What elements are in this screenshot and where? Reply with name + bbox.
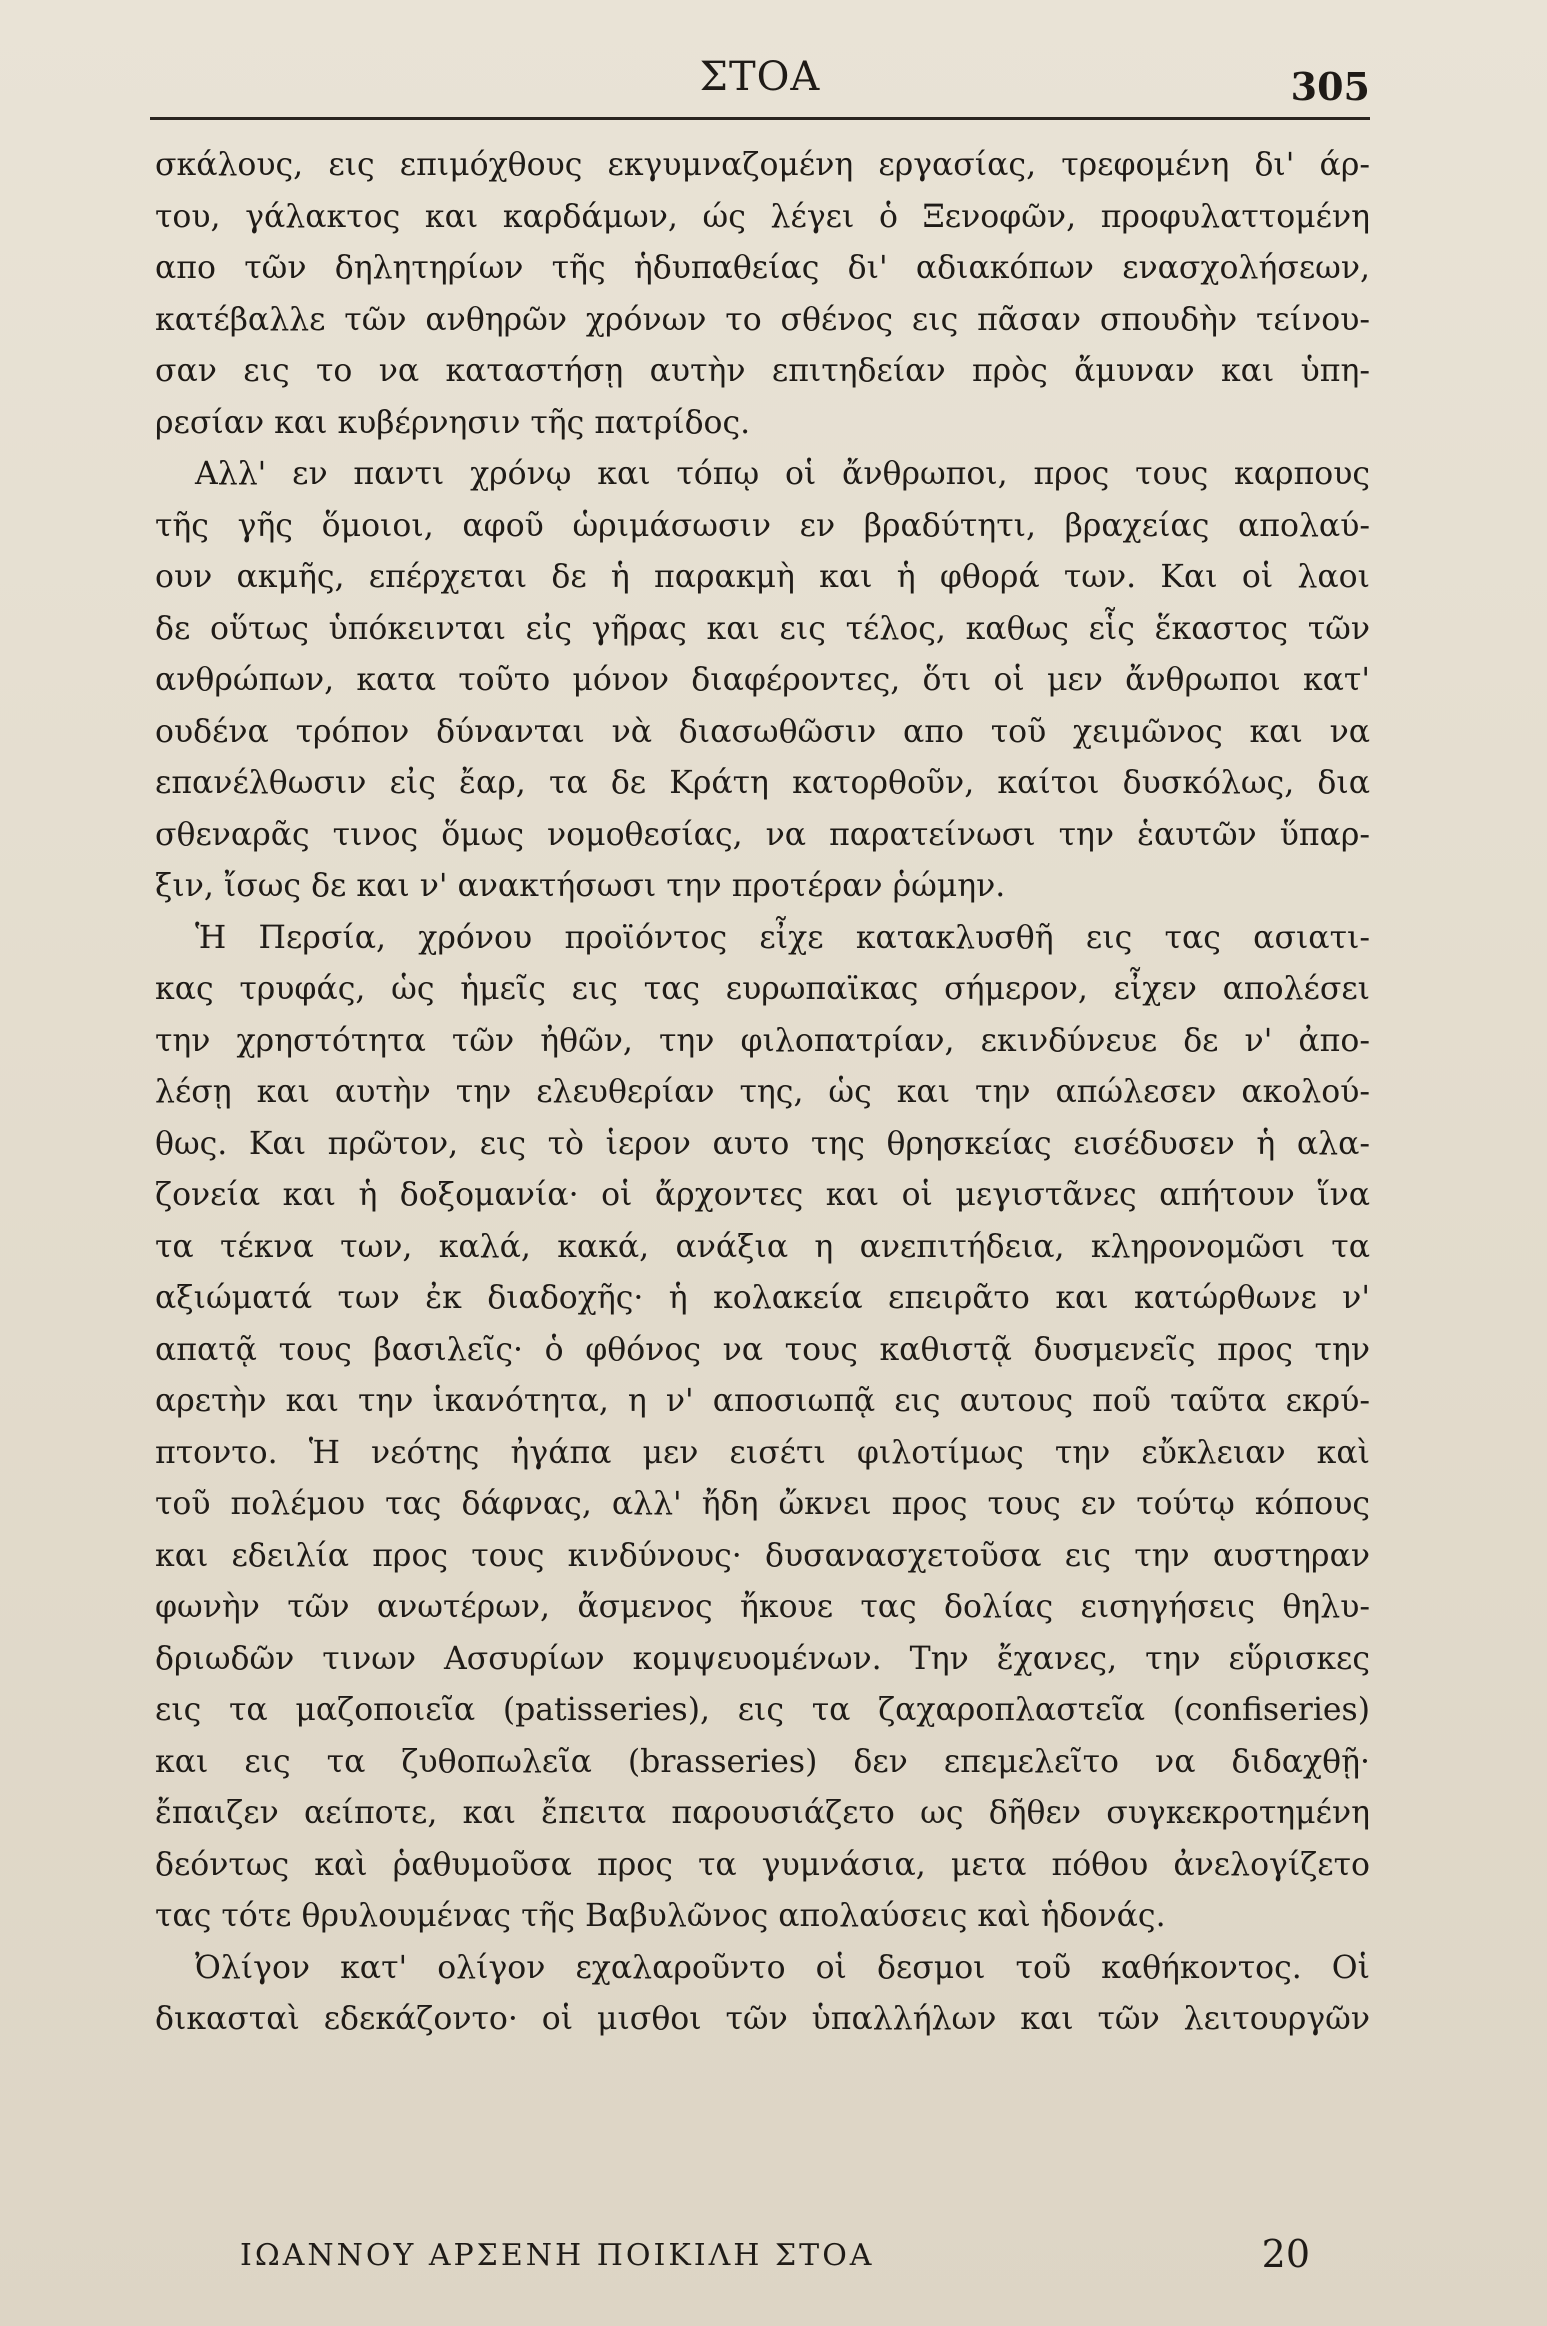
text-line: ουν ακμῆς, επέρχεται δε ἡ παρακμὴ και ἡ φθορά των. Και οἱ λαοι	[155, 559, 1370, 595]
text-line: αξιώματά των ἐκ διαδοχῆς· ἡ κολακεία επειρᾶτο και κατώρθωνε ν'	[155, 1280, 1370, 1316]
page-number: 305	[1290, 64, 1370, 109]
text-line: εις τα μαζοποιεῖα (patisseries), εις τα ζαχαροπλαστεῖα (confiseries)	[155, 1692, 1370, 1728]
text-line: σκάλους, εις επιμόχθους εκγυμναζομένη εργασίας, τρεφομένη δι' άρ-	[155, 147, 1370, 183]
text-line: ανθρώπων, κατα τοῦτο μόνον διαφέροντες, ὅτι οἱ μεν ἄνθρωποι κατ'	[155, 662, 1370, 698]
text-line: λέσῃ και αυτὴν την ελευθερίαν της, ὡς και την απώλεσεν ακολού-	[155, 1074, 1370, 1110]
text-line: ζονεία και ἡ δοξομανία· οἱ ἄρχοντες και οἱ μεγιστᾶνες απήτουν ἵνα	[155, 1177, 1370, 1213]
text-line: τοῦ πολέμου τας δάφνας, αλλ' ἤδη ὤκνει προς τους εν τούτῳ κόπους	[155, 1486, 1370, 1522]
text-line: την χρηστότητα τῶν ἠθῶν, την φιλοπατρίαν, εκινδύνευε δε ν' ἀπο-	[155, 1022, 1370, 1059]
printer-signature: ΙΩΑΝΝΟΥ ΑΡΣΕΝΗ ΠΟΙΚΙΛΗ ΣΤΟΑ	[240, 2238, 875, 2273]
text-line: Ὀλίγον κατ' ολίγον εχαλαροῦντο οἱ δεσμοι τοῦ καθήκοντος. Οἱ	[195, 1949, 1370, 1986]
body-text	[155, 140, 1370, 2046]
text-line: φωνὴν τῶν ανωτέρων, ἄσμενος ἤκουε τας δολίας εισηγήσεις θηλυ-	[155, 1589, 1370, 1625]
text-line: κας τρυφάς, ὡς ἡμεῖς εις τας ευρωπαϊκας σήμερον, εἶχεν απολέσει	[155, 971, 1370, 1007]
text-line: θως. Και πρῶτον, εις τὸ ἱερον αυτο της θρησκείας εισέδυσεν ἡ αλα-	[155, 1125, 1370, 1162]
text-line: σαν εις το να καταστήσῃ αυτὴν επιτηδείαν πρὸς ἄμυναν και ὑπη-	[155, 353, 1370, 389]
text-line: δικασταὶ εδεκάζοντο· οἱ μισθοι τῶν ὑπαλλήλων και τῶν λειτουργῶν	[155, 2001, 1370, 2037]
text-line: ἔπαιζεν αείποτε, και ἔπειτα παρουσιάζετο ως δῆθεν συγκεκροτημένη	[155, 1795, 1370, 1831]
text-line: επανέλθωσιν εἰς ἔαρ, τα δε Κράτη κατορθοῦν, καίτοι δυσκόλως, δια	[155, 765, 1370, 801]
text-line: τα τέκνα των, καλά, κακά, ανάξια η ανεπιτήδεια, κληρονομῶσι τα	[155, 1228, 1370, 1265]
text-line: δριωδῶν τινων Ασσυρίων κομψευομένων. Την ἔχανες, την εὕρισκες	[155, 1640, 1370, 1677]
text-line: απατᾷ τους βασιλεῖς· ὁ φθόνος να τους καθιστᾷ δυσμενεῖς προς την	[155, 1331, 1370, 1368]
text-line: σθεναρᾶς τινος ὅμως νομοθεσίας, να παρατείνωσι την ἑαυτῶν ὕπαρ-	[155, 816, 1370, 853]
text-line: δεόντως καὶ ῥαθυμοῦσα προς τα γυμνάσια, μετα πόθου ἀνελογίζετο	[155, 1846, 1370, 1883]
text-line: και εις τα ζυθοπωλεῖα (brasseries) δεν επεμελεῖτο να διδαχθῇ·	[155, 1743, 1370, 1780]
text-line: πτοντο. Ἡ νεότης ἠγάπα μεν εισέτι φιλοτίμως την εὔκλειαν καὶ	[155, 1434, 1370, 1471]
text-line: αρετὴν και την ἱκανότητα, η ν' αποσιωπᾷ εις αυτους ποῦ ταῦτα εκρύ-	[155, 1383, 1370, 1419]
text-line: κατέβαλλε τῶν ανθηρῶν χρόνων το σθένος εις πᾶσαν σπουδὴν τείνου-	[155, 301, 1370, 338]
text-line: Αλλ' εν παντι χρόνῳ και τόπῳ οἱ ἄνθρωποι, προς τους καρπους	[195, 456, 1370, 492]
running-header	[150, 48, 1370, 120]
text-line: ουδένα τρόπον δύνανται νὰ διασωθῶσιν απο τοῦ χειμῶνος και να	[155, 713, 1370, 750]
running-title: ΣΤΟΑ	[699, 54, 821, 100]
text-line: και εδειλία προς τους κινδύνους· δυσανασχετοῦσα εις την αυστηραν	[155, 1537, 1370, 1574]
text-line: τας τότε θρυλουμένας τῆς Βαβυλῶνος απολαύσεις καὶ ἡδονάς.	[155, 1898, 1166, 1934]
text-line: απο τῶν δηλητηρίων τῆς ἡδυπαθείας δι' αδιακόπων ενασχολήσεων,	[155, 250, 1370, 286]
text-line: του, γάλακτος και καρδάμων, ώς λέγει ὁ Ξενοφῶν, προφυλαττομένη	[155, 198, 1370, 235]
header-rule	[150, 117, 1370, 120]
text-line: τῆς γῆς ὅμοιοι, αφοῦ ὡριμάσωσιν εν βραδύτητι, βραχείας απολαύ-	[155, 507, 1370, 544]
text-line: Ἡ Περσία, χρόνου προϊόντος εἶχε κατακλυσθῆ εις τας ασιατι-	[195, 919, 1370, 956]
text-line: ρεσίαν και κυβέρνησιν τῆς πατρίδος.	[155, 404, 751, 441]
text-line: ξιν, ἴσως δε και ν' ανακτήσωσι την προτέραν ῥώμην.	[155, 868, 1006, 904]
page-footer	[240, 2232, 1310, 2284]
text-line: δε οὕτως ὑπόκεινται εἰς γῆρας και εις τέλος, καθως εἷς ἕκαστος τῶν	[155, 610, 1370, 647]
signature-number: 20	[1261, 2232, 1310, 2276]
